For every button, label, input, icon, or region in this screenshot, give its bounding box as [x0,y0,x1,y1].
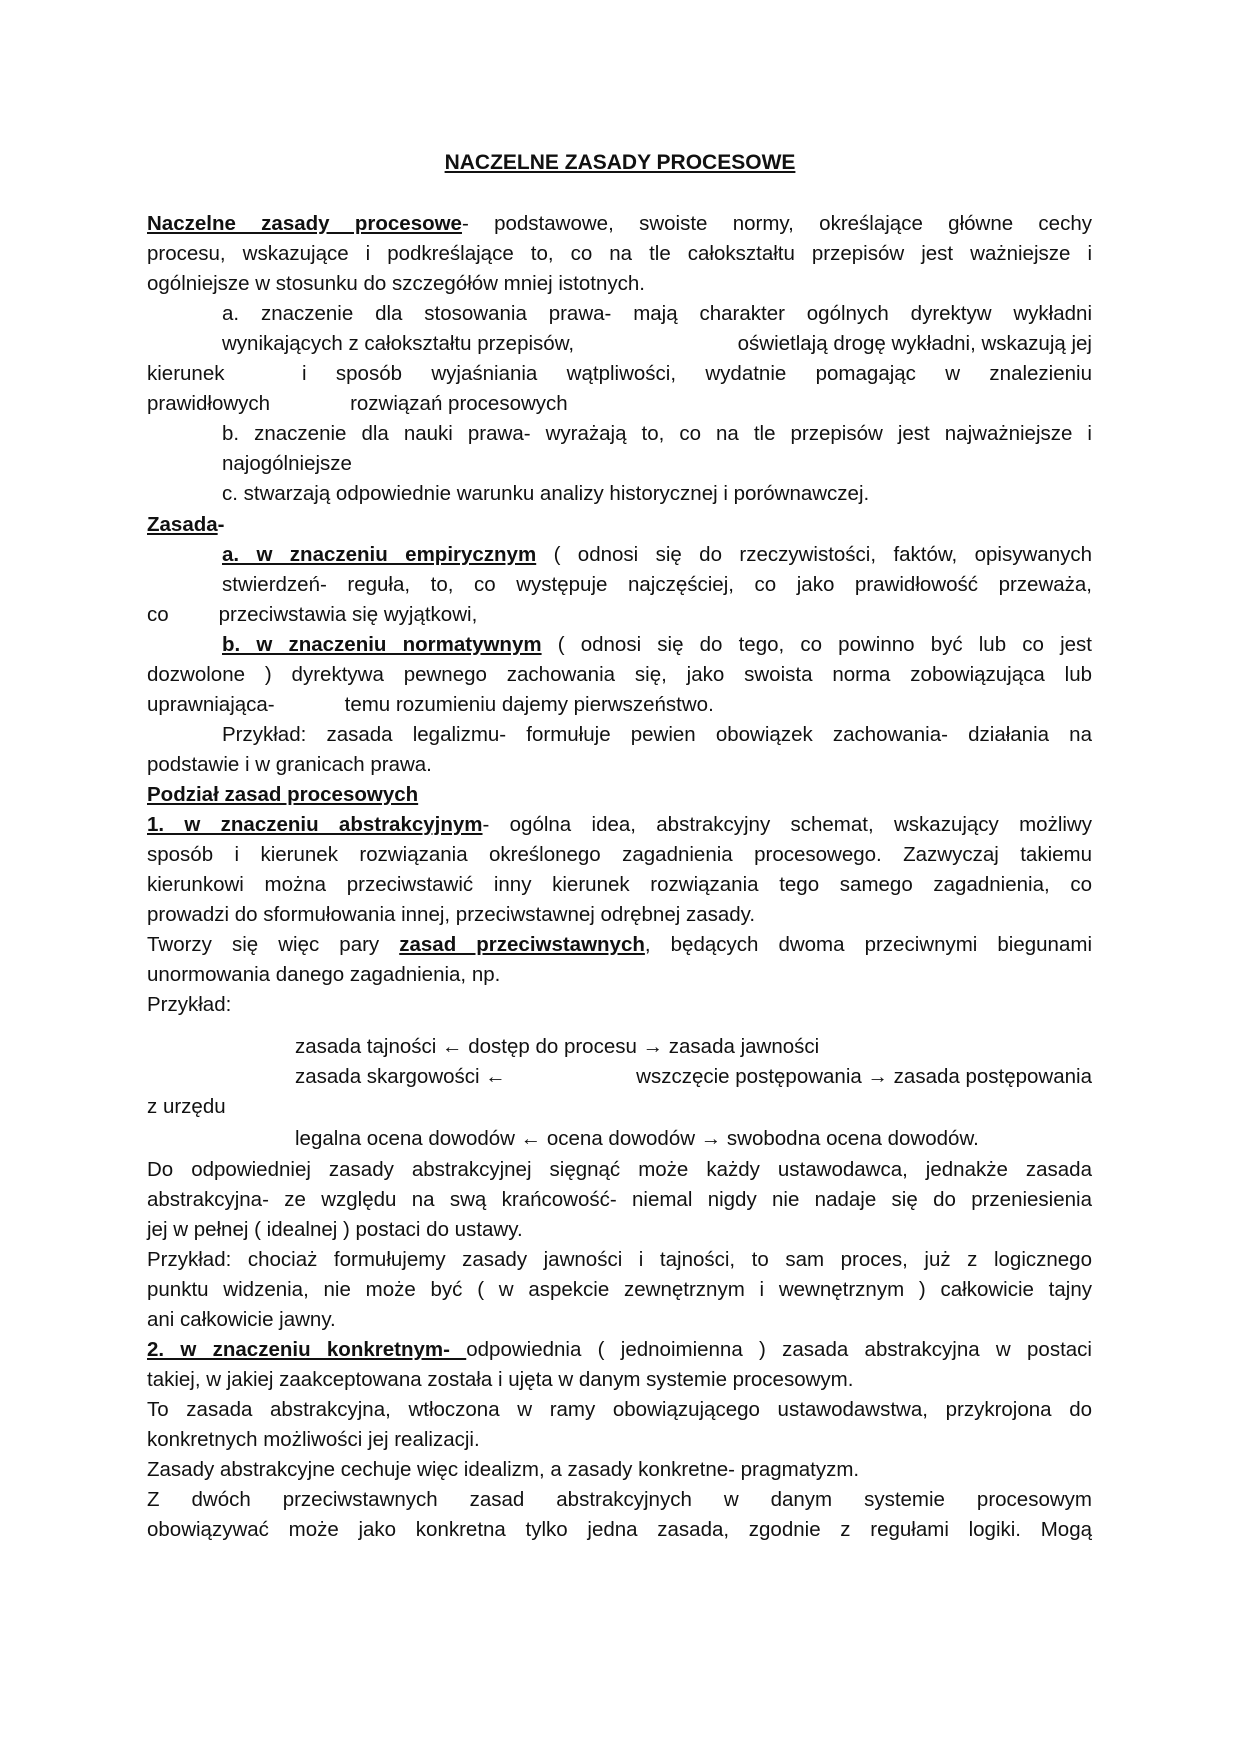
text: , będących dwoma przeciwnymi biegunami [644,933,1092,956]
text: prawidłowych [147,392,271,415]
abstrakcyjny-line-4: prowadzi do sformułowania innej, przeciwstawnej odrębnej zasady. [147,903,756,926]
item-a-line-3 [147,360,1092,388]
konkretny-line-2: takiej, w jakiej zaakceptowana została i ujęta w danym systemie procesowym. [147,1368,854,1391]
konkretny-line-6: Z dwóch przeciwstawnych zasad abstrakcyjnych w danym systemie procesowym [147,1488,1092,1511]
text: - [217,513,225,536]
abstrakcyjny-line-2: sposób i kierunek rozwiązania określonego zagadnienia procesowego. Zazwyczaj takiemu [147,843,1092,866]
example-label: Przykład: [147,993,232,1016]
podzial-heading [147,781,1092,809]
text: temu rozumieniu dajemy pierwszeństwo. [344,693,714,716]
item-a-line-4 [147,390,1092,418]
text: rozwiązań procesowych [350,392,568,415]
text: przeciwstawia się wyjątkowi, [218,603,478,626]
para-n-line-3: ani całkowicie jawny. [147,1308,336,1331]
abstrakcyjny-line-1 [147,811,1092,839]
zasada-a-line-3 [147,601,1092,629]
text: a. w znaczeniu empirycznym [222,543,537,566]
text: uprawniająca- [147,693,275,716]
zasada-a-line-1 [222,541,1092,569]
text: Tworzy się więc pary [147,933,400,956]
zasada-a-line-2: stwierdzeń- reguła, to, co występuje najczęściej, co jako prawidłowość przeważa, [222,573,1092,596]
term-naczelne-zasady: Naczelne zasady procesowe [147,212,462,235]
text: 1. w znaczeniu abstrakcyjnym [147,813,483,836]
item-a-line-1: a. znaczenie dla stosowania prawa- mają charakter ogólnych dyrektyw wykładni [222,302,1092,325]
konkretny-line-7: obowiązywać może jako konkretna tylko jedna zasada, zgodnie z regułami logiki. Mogą [147,1518,1092,1541]
text: ( odnosi się do rzeczywistości, faktów, opisywanych [536,543,1092,566]
para-n-line-1: Przykład: chociaż formułujemy zasady jawności i tajności, to sam proces, już z logicznego [147,1248,1092,1271]
pary-line-1 [147,931,1092,959]
para-m-line-3: jej w pełnej ( idealnej ) postaci do ustawy. [147,1218,523,1241]
text: zasada skargowości ← [295,1065,506,1088]
text: co [147,603,169,626]
text: - ogólna idea, abstrakcyjny schemat, wskazujący możliwy [482,813,1092,836]
text: - podstawowe, swoiste normy, określające główne cechy [461,212,1092,235]
item-b-line-1: b. znaczenie dla nauki prawa- wyrażają to, co na tle przepisów jest najważniejsze i [222,422,1092,445]
definition-line-1 [147,210,1092,238]
example-pair-3: legalna ocena dowodów ← ocena dowodów → swobodna ocena dowodów. [295,1127,979,1150]
example-pair-2-cont: z urzędu [147,1095,226,1118]
text: i sposób wyjaśniania wątpliwości, wydatnie pomagając w znalezieniu [302,362,1092,385]
konkretny-line-4: konkretnych możliwości jej realizacji. [147,1428,480,1451]
text: ( odnosi się do tego, co powinno być lub co jest [541,633,1092,656]
text: wszczęcie postępowania → zasada postępowania [636,1065,1092,1088]
konkretny-line-1 [147,1336,1092,1364]
text: zasad przeciwstawnych [399,933,645,956]
item-c-line-1: c. stwarzają odpowiednie warunku analizy historycznej i porównawczej. [222,482,870,505]
zasada-heading [147,511,1092,539]
para-m-line-1: Do odpowiedniej zasady abstrakcyjnej sięgnąć może każdy ustawodawca, jednakże zasada [147,1158,1092,1181]
para-m-line-2: abstrakcyjna- ze względu na swą krańcowość- niemal nigdy nie nadaje się do przeniesienia [147,1188,1092,1211]
definition-line-2: procesu, wskazujące i podkreślające to, co na tle całokształtu przepisów jest ważniejsze i [147,242,1092,265]
text: wynikających z całokształtu przepisów, [222,332,575,355]
zasada-b-line-2: dozwolone ) dyrektywa pewnego zachowania się, jako swoista norma zobowiązująca lub [147,663,1092,686]
abstrakcyjny-line-3: kierunkowi można przeciwstawić inny kierunek rozwiązania tego samego zagadnienia, co [147,873,1092,896]
item-a-line-2 [222,330,1092,358]
item-b-line-2: najogólniejsze [222,452,352,475]
text: oświetlają drogę wykładni, wskazują jej [737,332,1092,355]
example-legalizm-line-2: podstawie i w granicach prawa. [147,753,432,776]
text: b. w znaczeniu normatywnym [222,633,542,656]
text: odpowiednia ( jednoimienna ) zasada abstrakcyjna w postaci [466,1338,1092,1361]
para-n-line-2: punktu widzenia, nie może być ( w aspekcie zewnętrznym i wewnętrznym ) całkowicie tajny [147,1278,1092,1301]
example-legalizm-line-1: Przykład: zasada legalizmu- formułuje pewien obowiązek zachowania- działania na [222,723,1092,746]
page-title: NACZELNE ZASADY PROCESOWE [444,151,796,174]
definition-line-3: ogólniejsze w stosunku do szczegółów mniej istotnych. [147,272,645,295]
konkretny-line-5: Zasady abstrakcyjne cechuje więc idealizm, a zasady konkretne- pragmatyzm. [147,1458,860,1481]
text: Zasada [147,513,218,536]
konkretny-line-3: To zasada abstrakcyjna, wtłoczona w ramy obowiązującego ustawodawstwa, przykrojona do [147,1398,1092,1421]
zasada-b-line-3 [147,691,1092,719]
zasada-b-line-1 [222,631,1092,659]
text: 2. w znaczeniu konkretnym- [147,1338,467,1361]
example-pair-1: zasada tajności ← dostęp do procesu → zasada jawności [295,1035,820,1058]
example-pair-2 [295,1063,1092,1091]
text: kierunek [147,362,225,385]
pary-line-2: unormowania danego zagadnienia, np. [147,963,501,986]
text: Podział zasad procesowych [147,783,419,806]
